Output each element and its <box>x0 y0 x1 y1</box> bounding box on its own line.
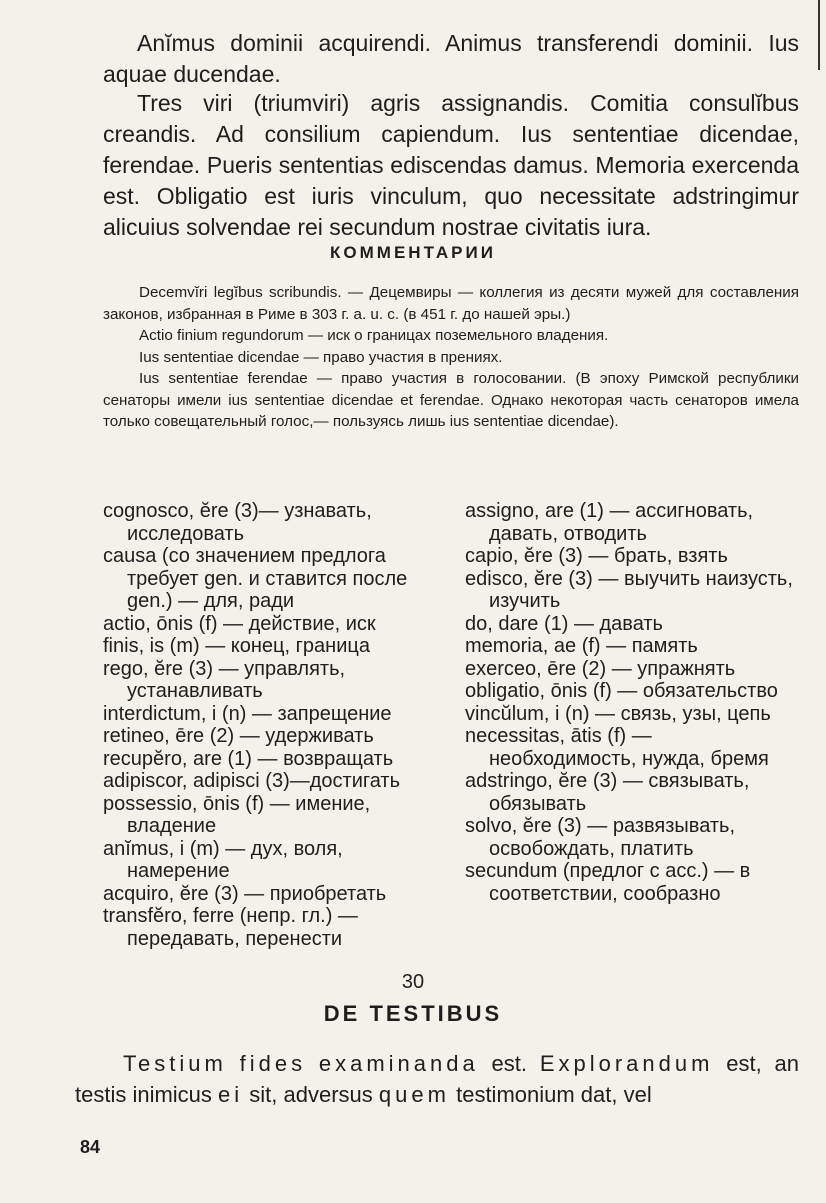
vocab-entry: necessitas, ātis (f) — необходимость, нужда, бремя <box>465 725 769 770</box>
vocab-entry: rego, ĕre (3) — управлять, устанавливать <box>103 657 346 702</box>
spaced-word: Testium <box>123 1051 227 1076</box>
comment-item: Decemvĭri legĭbus scribundis. — Децемвиры — коллегия из десяти мужей для составления законов, избранная в Риме в 303 г. а. u. c. (в 451 г. до нашей эры.) <box>103 284 799 323</box>
section-title: DE TESTIBUS <box>323 1001 503 1026</box>
comment-item: Ius sententiae dicendae — право участия в прениях. <box>139 348 503 366</box>
section-text <box>75 1048 799 1110</box>
text-run: sit, adversus <box>249 1082 373 1107</box>
vocab-entry: anĭmus, i (m) — дух, воля, намерение <box>103 837 343 882</box>
spaced-word: examinanda <box>318 1051 479 1076</box>
vocab-entry: do, dare (1) — давать <box>465 612 663 635</box>
text-run: est. <box>491 1051 528 1076</box>
section-number: 30 <box>401 971 425 993</box>
comment-item: Ius sententiae ferendae — право участия в голосовании. (В эпоху Римской республики сенаторы имели ius sententiae dicendae et ferendae. Однако некоторая часть сенаторов имела только совещательный голос,— пользуясь лишь ius sententiae dicendae). <box>103 370 799 430</box>
vocab-entry: assigno, are (1) — ассигновать, давать, отводить <box>465 500 754 545</box>
text-run: est, an testis inimicus <box>75 1051 799 1107</box>
vocab-entry: acquiro, ĕre (3) — приобретать <box>103 882 387 905</box>
comments-block <box>103 282 799 433</box>
vocab-entry: obligatio, ōnis (f) — обязательство <box>465 680 778 702</box>
page-number: 84 <box>80 1137 101 1157</box>
vocabulary-left-column <box>103 500 441 950</box>
vocab-entry: transfĕro, ferre (непр. гл.) — передавать, перенести <box>103 905 358 950</box>
text-run: testimonium dat, vel <box>456 1082 652 1107</box>
vocab-entry: vincŭlum, i (n) — связь, узы, цепь <box>465 702 771 725</box>
spaced-word: quem <box>378 1082 450 1107</box>
vocab-entry: adipiscor, adipisci (3)—достигать <box>103 770 400 792</box>
vocab-entry: actio, ōnis (f) — действие, иск <box>103 612 376 635</box>
comment-item: Actio finium regundorum — иск о границах поземельного владения. <box>139 327 609 344</box>
vocab-entry: capio, ĕre (3) — брать, взять <box>465 545 728 567</box>
page-edge-mark <box>818 0 820 70</box>
vocab-entry: edisco, ĕre (3) — выучить наизусть, изучить <box>465 567 793 612</box>
spaced-word: fides <box>239 1051 307 1076</box>
vocabulary-right-column <box>465 500 799 905</box>
vocab-entry: secundum (предлог с acc.) — в соответствии, сообразно <box>465 860 751 905</box>
latin-paragraph-2: Tres viri (triumviri) agris assignandis. Comitia consulĭbus creandis. Ad consilium capiendum. Ius sententiae dicendae, ferendae. Pueris sententias ediscendas damus. Memoria exercenda est. Obligatio est iuris vinculum, quo necessitate adstringimur alicuius solvendae rei secundum nostrae civitatis iura. <box>103 90 799 240</box>
vocab-entry: memoria, ae (f) — память <box>465 635 698 657</box>
vocab-entry: solvo, ĕre (3) — развязывать, освобождать, платить <box>465 815 736 860</box>
spaced-word: ei <box>218 1082 244 1107</box>
comments-heading: КОММЕНТАРИИ <box>330 243 496 262</box>
vocab-entry: adstringo, ĕre (3) — связывать, обязывать <box>465 770 750 815</box>
vocab-entry: interdictum, i (n) — запрещение <box>103 702 392 725</box>
vocab-entry: retineo, ēre (2) — удерживать <box>103 725 374 747</box>
vocab-entry: possessio, ōnis (f) — имение, владение <box>103 792 371 837</box>
spaced-word: Explorandum <box>539 1051 714 1076</box>
latin-paragraph-1: Anĭmus dominii acquirendi. Animus transferendi dominii. Ius aquae ducendae. <box>103 30 799 87</box>
vocab-entry: cognosco, ĕre (3)— узнавать, исследовать <box>103 500 372 545</box>
vocab-entry: exerceo, ēre (2) — упражнять <box>465 657 736 680</box>
vocab-entry: recupĕro, are (1) — возвращать <box>103 747 394 770</box>
vocab-entry: causa (со значением предлога требует gen. и ставится после gen.) — для, ради <box>103 545 408 612</box>
vocab-entry: finis, is (m) — конец, граница <box>103 635 370 657</box>
